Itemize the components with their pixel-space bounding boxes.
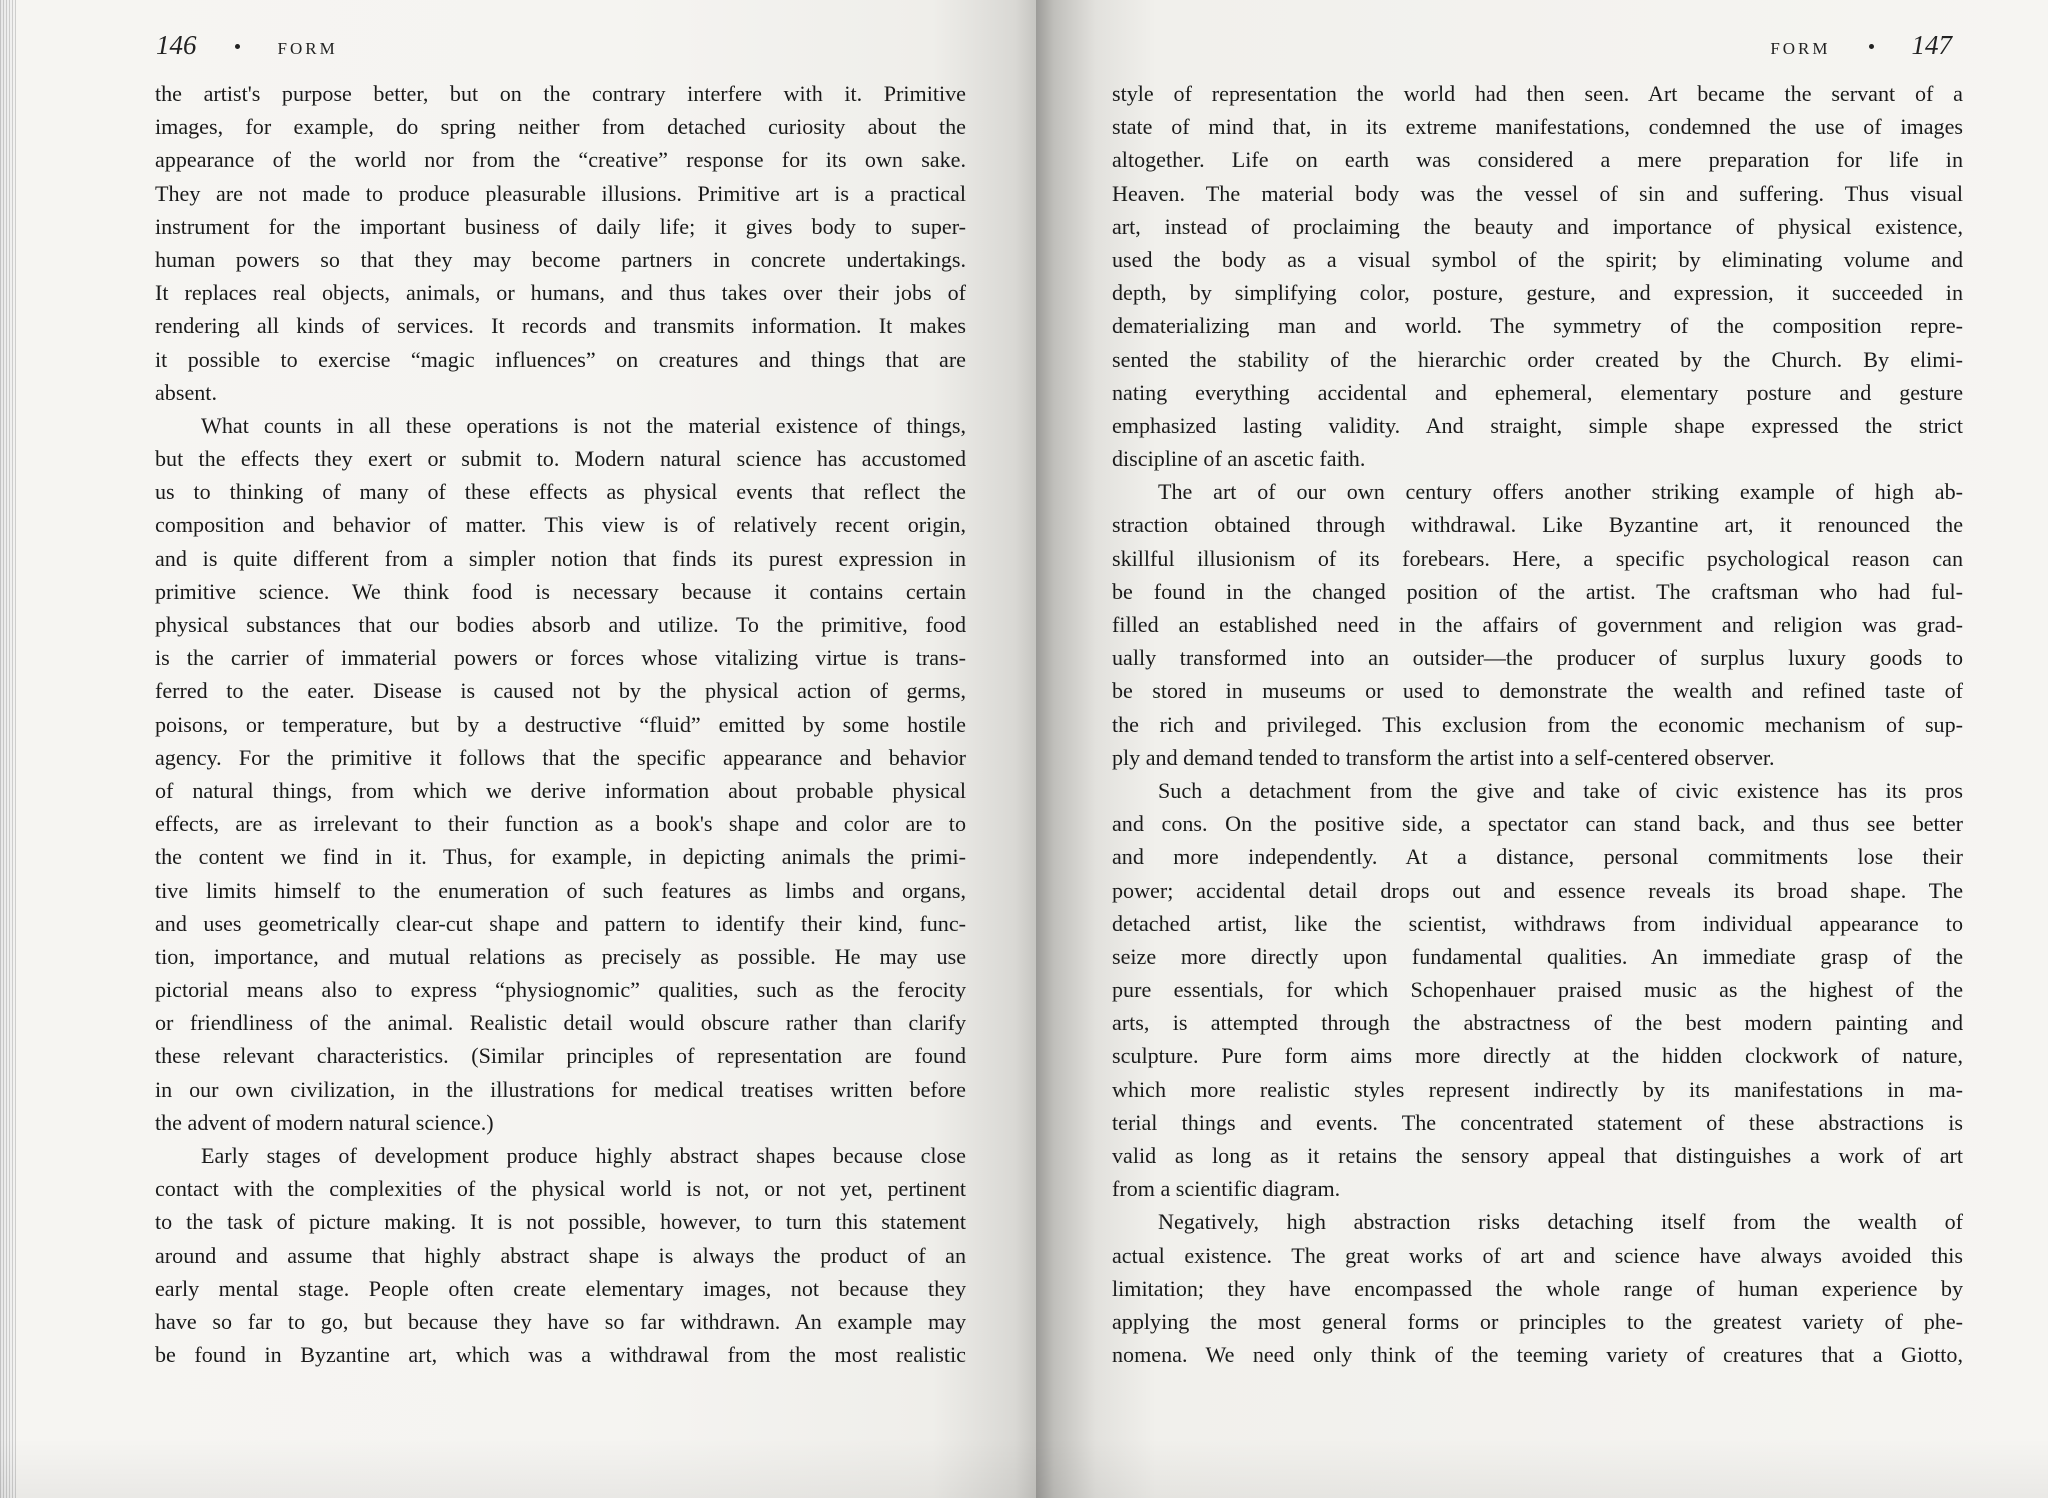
text-line: but the effects they exert or submit to. Modern natural science has accustomed xyxy=(155,446,966,472)
text-line: discipline of an ascetic faith. xyxy=(1112,446,1366,472)
text-line: is the carrier of immaterial powers or forces whose vitalizing virtue is trans- xyxy=(155,645,966,671)
text-line: applying the most general forms or principles to the greatest variety of phe- xyxy=(1112,1308,1963,1334)
text-line: style of representation the world had then seen. Art became the servant of a xyxy=(1112,81,1963,106)
text-line: human powers so that they may become partners in concrete undertakings. xyxy=(155,246,966,272)
text-line: the content we find in it. Thus, for example, in depicting animals the primi- xyxy=(155,844,966,870)
text-line: They are not made to produce pleasurable illusions. Primitive art is a practical xyxy=(155,180,966,206)
text-line: It replaces real objects, animals, or humans, and thus takes over their jobs of xyxy=(155,280,966,306)
text-line: nomena. We need only think of the teeming variety of creatures that a Giotto, xyxy=(1112,1342,1963,1368)
text-line: be found in the changed position of the artist. The craftsman who had ful- xyxy=(1112,578,1963,604)
body-text xyxy=(1112,77,1963,1371)
running-head-right xyxy=(1770,30,1952,61)
page-shadow xyxy=(1036,1438,2048,1498)
text-line: straction obtained through withdrawal. Like Byzantine art, it renounced the xyxy=(1112,512,1963,538)
text-line: absent. xyxy=(155,379,217,405)
text-line: Early stages of development produce highly abstract shapes because close xyxy=(201,1143,966,1168)
running-head-left xyxy=(156,30,338,61)
text-line: agency. For the primitive it follows that the specific appearance and behavior xyxy=(155,744,966,770)
text-line: composition and behavior of matter. This view is of relatively recent origin, xyxy=(155,512,966,538)
text-line: sented the stability of the hierarchic order created by the Church. By elimi- xyxy=(1112,346,1963,372)
text-line: dematerializing man and world. The symmetry of the composition repre- xyxy=(1112,313,1963,339)
text-line: detached artist, like the scientist, withdraws from individual appearance to xyxy=(1112,910,1963,936)
text-line: have so far to go, but because they have so far withdrawn. An example may xyxy=(155,1308,966,1334)
text-line: early mental stage. People often create elementary images, not because they xyxy=(155,1275,966,1301)
text-line: be stored in museums or used to demonstrate the wealth and refined taste of xyxy=(1112,678,1963,704)
body-text xyxy=(155,77,966,1371)
text-line: state of mind that, in its extreme manifestations, condemned the use of images xyxy=(1112,114,1963,140)
running-head-title: FORM xyxy=(277,39,338,58)
right-page xyxy=(1036,0,2048,1498)
text-line: filled an established need in the affairs of government and religion was grad- xyxy=(1112,612,1963,637)
text-line: ually transformed into an outsider—the producer of surplus luxury goods to xyxy=(1112,645,1963,671)
text-line: arts, is attempted through the abstractness of the best modern painting and xyxy=(1112,1010,1963,1036)
text-line: emphasized lasting validity. And straight, simple shape expressed the strict xyxy=(1112,412,1963,438)
text-line: and is quite different from a simpler notion that finds its purest expression in xyxy=(155,545,966,571)
text-line: altogether. Life on earth was considered a mere preparation for life in xyxy=(1112,147,1963,173)
text-line: pure essentials, for which Schopenhauer praised music as the highest of the xyxy=(1112,977,1963,1003)
bullet-separator xyxy=(235,44,240,49)
text-line: images, for example, do spring neither from detached curiosity about the xyxy=(155,114,966,140)
text-line: art, instead of proclaiming the beauty and importance of physical existence, xyxy=(1112,213,1963,239)
text-line: in our own civilization, in the illustrations for medical treatises written before xyxy=(155,1076,966,1102)
text-line: Negatively, high abstraction risks detaching itself from the wealth of xyxy=(1158,1209,1963,1235)
text-line: tion, importance, and mutual relations as precisely as possible. He may use xyxy=(155,943,966,969)
page-number: 146 xyxy=(156,30,197,60)
text-line: these relevant characteristics. (Similar principles of representation are found xyxy=(155,1043,966,1069)
text-line: power; accidental detail drops out and essence reveals its broad shape. The xyxy=(1112,877,1963,903)
text-line: used the body as a visual symbol of the spirit; by eliminating volume and xyxy=(1112,246,1963,272)
text-line: to the task of picture making. It is not possible, however, to turn this statement xyxy=(155,1209,966,1235)
text-line: tive limits himself to the enumeration of such features as limbs and organs, xyxy=(155,877,966,903)
text-line: instrument for the important business of daily life; it gives body to super- xyxy=(155,213,966,239)
page-number: 147 xyxy=(1911,30,1952,60)
text-line: effects, are as irrelevant to their function as a book's shape and color are to xyxy=(155,811,966,837)
text-line: the artist's purpose better, but on the contrary interfere with it. Primitive xyxy=(155,81,966,106)
text-line: terial things and events. The concentrated statement of these abstractions is xyxy=(1112,1109,1963,1135)
text-line: ferred to the eater. Disease is caused not by the physical action of germs, xyxy=(155,678,966,704)
page-edges xyxy=(0,0,16,1498)
text-line: the advent of modern natural science.) xyxy=(155,1109,494,1135)
text-line: be found in Byzantine art, which was a withdrawal from the most realistic xyxy=(155,1342,966,1368)
text-line: What counts in all these operations is not the material existence of things, xyxy=(201,412,966,438)
text-line: around and assume that highly abstract shape is always the product of an xyxy=(155,1242,966,1268)
text-line: sculpture. Pure form aims more directly at the hidden clockwork of nature, xyxy=(1112,1043,1963,1069)
page-shadow xyxy=(0,1438,1036,1498)
text-line: appearance of the world nor from the “creative” response for its own sake. xyxy=(155,147,966,173)
bullet-separator xyxy=(1869,44,1874,49)
text-line: physical substances that our bodies absorb and utilize. To the primitive, food xyxy=(155,612,966,637)
text-line: from a scientific diagram. xyxy=(1112,1176,1341,1202)
text-line: which more realistic styles represent indirectly by its manifestations in ma- xyxy=(1112,1076,1963,1102)
text-line: Heaven. The material body was the vessel of sin and suffering. Thus visual xyxy=(1112,180,1963,206)
text-line: poisons, or temperature, but by a destructive “fluid” emitted by some hostile xyxy=(155,711,966,737)
text-line: the rich and privileged. This exclusion from the economic mechanism of sup- xyxy=(1112,711,1963,737)
text-line: rendering all kinds of services. It records and transmits information. It makes xyxy=(155,313,966,339)
text-line: seize more directly upon fundamental qualities. An immediate grasp of the xyxy=(1112,943,1963,969)
text-line: pictorial means also to express “physiognomic” qualities, such as the ferocity xyxy=(155,977,966,1003)
text-line: of natural things, from which we derive information about probable physical xyxy=(155,777,966,803)
text-line: primitive science. We think food is necessary because it contains certain xyxy=(155,578,966,604)
text-line: valid as long as it retains the sensory appeal that distinguishes a work of art xyxy=(1112,1143,1963,1168)
text-line: and cons. On the positive side, a spectator can stand back, and thus see better xyxy=(1112,811,1963,837)
text-line: or friendliness of the animal. Realistic detail would obscure rather than clarify xyxy=(155,1010,966,1036)
text-line: and more independently. At a distance, personal commitments lose their xyxy=(1112,844,1963,870)
text-line: limitation; they have encompassed the whole range of human experience by xyxy=(1112,1275,1963,1301)
running-head-title: FORM xyxy=(1770,39,1831,58)
text-line: contact with the complexities of the physical world is not, or not yet, pertinent xyxy=(155,1176,966,1202)
text-line: us to thinking of many of these effects as physical events that reflect the xyxy=(155,479,966,505)
text-line: ply and demand tended to transform the artist into a self-centered observer. xyxy=(1112,744,1775,770)
text-line: The art of our own century offers another striking example of high ab- xyxy=(1158,479,1963,505)
text-line: depth, by simplifying color, posture, gesture, and expression, it succeeded in xyxy=(1112,280,1963,306)
text-line: nating everything accidental and ephemeral, elementary posture and gesture xyxy=(1112,379,1963,405)
text-line: and uses geometrically clear-cut shape and pattern to identify their kind, func- xyxy=(155,910,966,936)
text-line: Such a detachment from the give and take of civic existence has its pros xyxy=(1158,777,1963,803)
text-line: skillful illusionism of its forebears. Here, a specific psychological reason can xyxy=(1112,545,1963,571)
text-line: it possible to exercise “magic influences” on creatures and things that are xyxy=(155,346,966,372)
text-line: actual existence. The great works of art and science have always avoided this xyxy=(1112,1242,1963,1268)
